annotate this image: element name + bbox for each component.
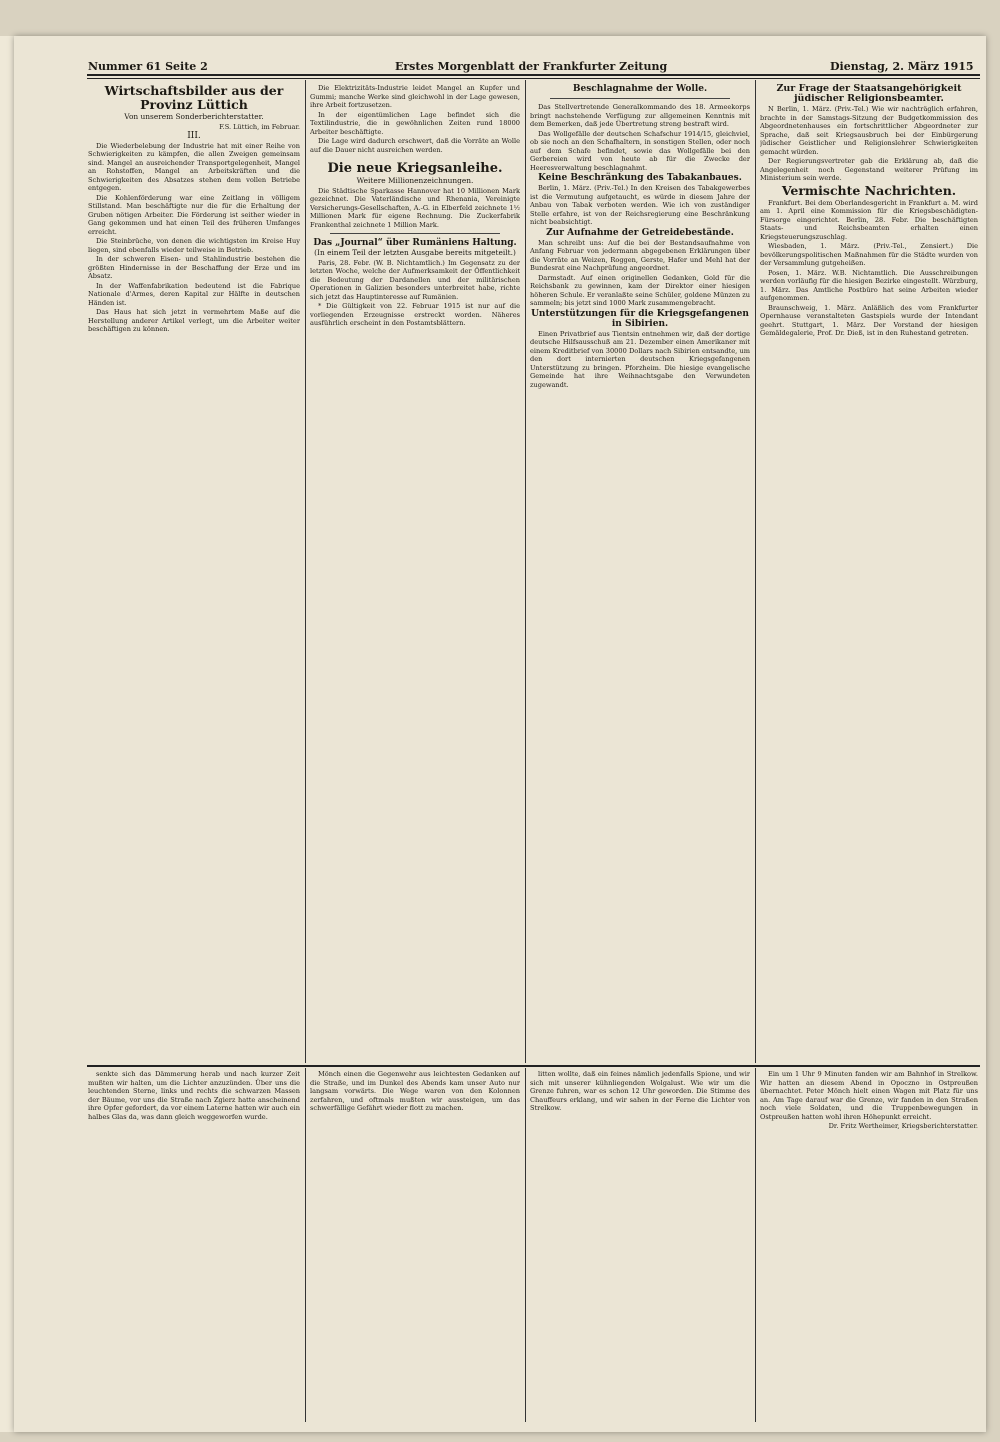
column-rule — [525, 1068, 526, 1422]
paragraph: Das Stellvertretende Generalkommando des 18. Armeekorps bringt nachstehende Verfügung zur allgemeinen Kenntnis mit dem Bemerken, daß jede Übertretung streng bestraft wird. — [530, 103, 750, 128]
article-headline: Zur Aufnahme der Getreidebestände. — [546, 227, 734, 238]
paragraph: Posen, 1. März. W.B. Nichtamtlich. Die Ausschreibungen werden vorläufig für die hiesigen Bezirke eingestellt. Würzburg, 1. März. Das Amtliche Postbüro hat seine Arbeiten wieder aufgenommen. — [760, 268, 978, 302]
masthead: Erstes Morgenblatt der Frankfurter Zeitung — [395, 60, 668, 73]
article-headline: Die neue Kriegsanleihe. — [327, 161, 503, 176]
dateline: F.S. Lüttich, im Februar. — [219, 122, 300, 131]
header-rule — [87, 74, 980, 79]
paragraph: Paris, 28. Febr. (W. B. Nichtamtlich.) Im Gegensatz zu der letzten Woche, welche der Aufmerksamkeit der Öffentlichkeit die Bedeutung der Dardanellen und der militärischen Operationen in Galizien besonders unterbreitet habe, richte sich jetzt das Hauptinteresse auf Rumänien. — [310, 258, 520, 301]
feuilleton-column-3 — [530, 1070, 750, 1420]
section-headline: Vermischte Nachrichten. — [781, 182, 957, 198]
paragraph: * Die Gültigkeit von 22. Februar 1915 ist nur auf die vorliegenden Erzeugnisse erstreckt worden. Näheres ausführlich erscheint in den Postamtsblättern. — [310, 302, 520, 327]
page-number: Nummer 61 Seite 2 — [88, 60, 208, 73]
separator — [330, 233, 500, 234]
paragraph: Die Steinbrüche, von denen die wichtigsten im Kreise Huy liegen, sind ebenfalls wieder teilweise in Betrieb. — [88, 237, 300, 254]
column-rule — [755, 1068, 756, 1422]
feuilleton-column-1 — [88, 1070, 300, 1420]
paragraph: Die Elektrizitäts-Industrie leidet Mangel an Kupfer und Gummi; manche Werke sind gleichwohl in der Lage gewesen, ihre Arbeit fortzusetzen. — [310, 84, 520, 109]
paragraph: Die Kohlenförderung war eine Zeitlang in völligem Stillstand. Man beschäftigte nur die für die Erhaltung der Gruben nötigen Arbeiter. Die Förderung ist seither wieder in Gang gekommen und hat einen Teil des früheren Umfanges erreicht. — [88, 193, 300, 236]
article-headline: Keine Beschränkung des Tabakanbaues. — [538, 173, 742, 183]
paragraph: senkte sich das Dämmerung herab und nach kurzer Zeit mußten wir halten, um die Lichter anzuzünden. Über uns die leuchtenden Sterne, links und rechts die schwarzen Massen der Bäume, vor uns die Straße nach Zgierz hatte anscheinend ihre Opfer gefordert, da vor einem Laterne hatten wir auch ein halbes Glas da, was dann gleich weggeworfen wurde. — [88, 1070, 300, 1121]
article-headline: Unterstützungen für die Kriegsgefangenen in Sibirien. — [531, 308, 749, 329]
paragraph: N Berlin, 1. März. (Priv.-Tel.) Wie wir nachträglich erfahren, brachte in der Samstags-Sitzung der Budgetkommission des Abgeordnetenhauses ein fortschrittlicher Abgeordneter zur Sprache, daß seit Kriegsausbruch bei der Einbürgerung jüdischer Geistlicher und Religionslehrer Schwierigkeiten gemacht würden. — [760, 105, 978, 156]
paragraph: Braunschweig, 1. März. Anläßlich des vom Frankfurter Opernhause veranstalteten Gastspiels wurde der Intendant geehrt. Stuttgart, 1. März. Der Vorstand der hiesigen Gemäldegalerie, Prof. Dr. Dieß, ist in den Ruhestand getreten. — [760, 303, 978, 337]
issue-date: Dienstag, 2. März 1915 — [830, 60, 974, 73]
paragraph: Man schreibt uns: Auf die bei der Bestandsaufnahme von Anfang Februar von jedermann abgegebenen Erklärungen über die Vorräte an Weizen, Roggen, Gerste, Hafer und Mehl hat der Bundesrat eine Nachprüfung angeordnet. — [530, 238, 750, 272]
section-numeral: III. — [187, 131, 201, 141]
author-signature: Dr. Fritz Wertheimer, Kriegsberichterstatter. — [828, 1122, 978, 1130]
paragraph: Das Haus hat sich jetzt in vermehrtem Maße auf die Herstellung anderer Artikel verlegt, um die Arbeiter weiter beschäftigen zu können. — [88, 308, 300, 333]
column-2 — [310, 84, 520, 1062]
article-byline: Von unserem Sonderberichterstatter. — [124, 112, 264, 121]
paper-edge — [0, 36, 15, 1432]
column-4 — [760, 84, 978, 1062]
paragraph: Die Städtische Sparkasse Hannover hat 10 Millionen Mark gezeichnet. Die Vaterländische und Rhenania, Vereinigte Versicherungs-Gesellschaften, A.-G. in Elberfeld zeichnete 1½ Millionen Mark für eigene Rechnung. Die Zuckerfabrik Frankenthal zeichnete 1 Million Mark. — [310, 186, 520, 229]
paragraph: Frankfurt. Bei dem Oberlandesgericht in Frankfurt a. M. wird am 1. April eine Kommission für die Kriegsbeschädigten-Fürsorge eingerichtet. Berlin, 28. Febr. Die beschäftigten Staats- und Reichsbeamten erhalten einen Kriegsteuerungszuschlag. — [760, 198, 978, 241]
paragraph: In der Waffenfabrikation bedeutend ist die Fabrique Nationale d'Armes, deren Kapital zur Hälfte in deutschen Händen ist. — [88, 281, 300, 307]
article-subhead: Weitere Millionenzeichnungen. — [356, 176, 474, 185]
paragraph: In der eigentümlichen Lage befindet sich die Textilindustrie, die in gewöhnlichen Zeiten rund 18000 Arbeiter beschäftigte. — [310, 110, 520, 136]
paragraph: In der schweren Eisen- und Stahlindustrie bestehen die größten Hindernisse in der Beschaffung der Erze und im Absatz. — [88, 255, 300, 280]
article-note: (In einem Teil der letzten Ausgabe bereits mitgeteilt.) — [314, 248, 516, 257]
paragraph: Berlin, 1. März. (Priv.-Tel.) In den Kreisen des Tabakgewerbes ist die Vermutung aufgetaucht, es würde in diesem Jahre der Anbau von Tabak verboten werden. Wie ich von zuständiger Stelle erfahre, ist von der Reichsregierung eine Beschränkung nicht beabsichtigt. — [530, 184, 750, 226]
feuilleton-rule — [87, 1065, 980, 1067]
feuilleton-column-4 — [760, 1070, 978, 1420]
column-rule — [305, 1068, 306, 1422]
paragraph: Der Regierungsvertreter gab die Erklärung ab, daß die Angelegenheit noch Gegenstand weiterer Prüfung im Ministerium sein werde. — [760, 157, 978, 182]
article-headline: Beschlagnahme der Wolle. — [572, 84, 708, 94]
paragraph: Wiesbaden, 1. März. (Priv.-Tel., Zensiert.) Die bevölkerungspolitischen Maßnahmen für die Städte wurden von der Versammlung gutgeheißen. — [760, 242, 978, 267]
column-rule — [525, 80, 526, 1063]
paragraph: Einen Privatbrief aus Tientsin entnehmen wir, daß der dortige deutsche Hilfsausschuß am 21. Dezember einen Amerikaner mit einem Kreditbrief von 30000 Dollars nach Sibirien entsandte, um den dort internierten deutschen Kriegsgefangenen Unterstützung zu bringen. Pforzheim. Die hiesige evangelische Gemeinde hat ihre Weihnachtsgabe den Verwundeten zugewandt. — [530, 329, 750, 389]
column-rule — [305, 80, 306, 1063]
column-rule — [755, 80, 756, 1063]
paragraph: Darmstadt. Auf einen originellen Gedanken, Gold für die Reichsbank zu gewinnen, kam der Direktor einer hiesigen höheren Schule. Er veranlaßte seine Schüler, goldene Münzen zu sammeln; bis jetzt sind 1000 Mark zusammengebracht. — [530, 273, 750, 307]
article-headline: Wirtschaftsbilder aus der Provinz Lüttich — [104, 84, 284, 112]
article-headline: Zur Frage der Staatsangehörigkeit jüdischer Religionsbeamter. — [776, 84, 962, 104]
paragraph: litten wollte, daß ein feines nämlich jedenfalls Spione, und wir sich mit unserer kühnliegenden Wolgalust. Wie wir um die Grenze fuhren, war es schon 12 Uhr geworden. Die Stimme des Chauffeurs erklang, und wir sahen in der Ferne die Lichter von Strelkow. — [530, 1070, 750, 1112]
paragraph: Mönch einen die Gegenwehr aus leichtesten Gedanken auf die Straße, und im Dunkel des Abends kam unser Auto nur langsam vorwärts. Die Wege waren von den Kolonnen zerfahren, und oftmals mußten wir aussteigen, um das schwerfällige Gefährt wieder flott zu machen. — [310, 1070, 520, 1112]
paragraph: Die Lage wird dadurch erschwert, daß die Vorräte an Wolle auf die Dauer nicht ausreichen werden. — [310, 137, 520, 154]
feuilleton-column-2 — [310, 1070, 520, 1420]
column-3 — [530, 84, 750, 1062]
paragraph: Das Wollgefälle der deutschen Schafschur 1914/15, gleichviel, ob sie noch an den Schafhaltern, in sonstigen Stellen, oder noch auf dem Schafe befindet, sowie das Wollgefälle bei den Gerbereien wird von heute ab für die Zwecke der Heeresverwaltung beschlagnahmt. — [530, 129, 750, 172]
paragraph: Die Wiederbelebung der Industrie hat mit einer Reihe von Schwierigkeiten zu kämpfen, die allen Zweigen gemeinsam sind. Mangel an ausreichender Transportgelegenheit, Mangel an Rohstoffen, Mangel an Arbeitskräften und die Schwierigkeiten des Absatzes stehen dem vollen Betriebe entgegen. — [88, 141, 300, 192]
column-1 — [88, 84, 300, 1062]
paragraph: Ein um 1 Uhr 9 Minuten fanden wir am Bahnhof in Strelkow. Wir hatten an diesem Abend in Opoczno in Ostpreußen übernachtet. Peter Mönch hielt einen Wagen mit Platz für uns an. Am Tage darauf war die Grenze, wir fanden in den Straßen noch viele Soldaten, und die Truppenbewegungen in Ostpreußen hatten wohl ihren Höhepunkt erreicht. — [760, 1070, 978, 1121]
separator — [550, 98, 730, 99]
article-headline: Das „Journal“ über Rumäniens Haltung. — [313, 238, 517, 248]
